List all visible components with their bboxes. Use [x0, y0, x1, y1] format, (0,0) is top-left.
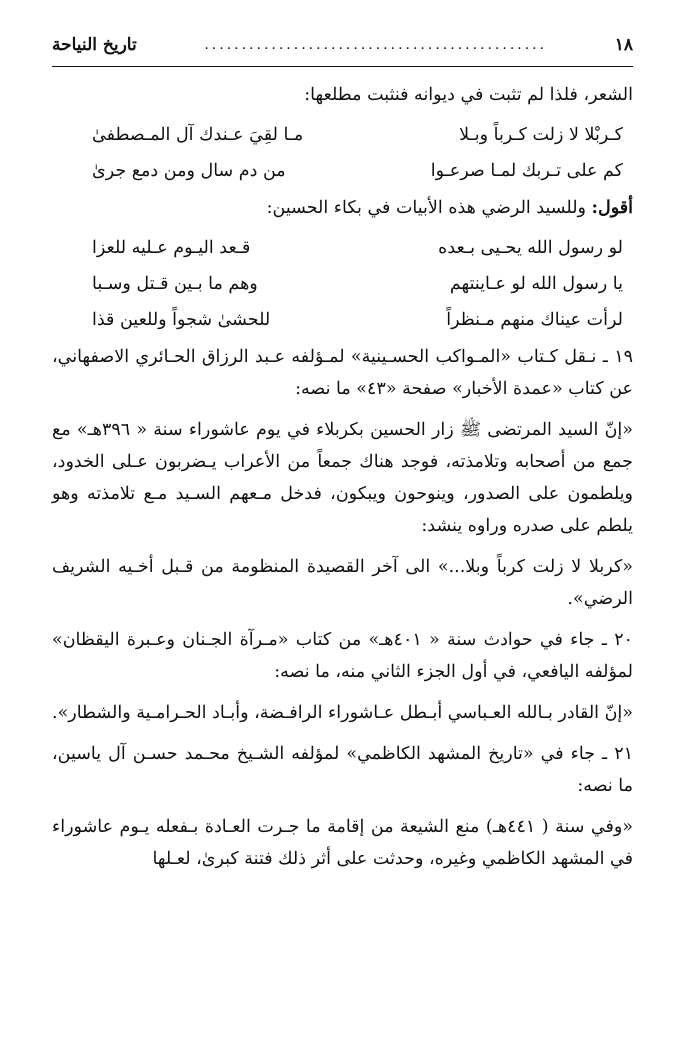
page-header	[52, 32, 633, 58]
verse-hemistich-right: لو رسول الله يحـيى بـعده	[438, 238, 623, 258]
verse-line	[52, 305, 633, 341]
verse-hemistich-left: من دم سال ومن دمع جرىٰ	[92, 161, 286, 181]
verse-hemistich-left: قـعد اليـوم عـليه للعزا	[92, 238, 251, 258]
verse-hemistich-right: لرأت عيناك منهم مـنظراً	[446, 310, 623, 330]
quote-20: «إنّ القادر بـالله العـباسي أبـطل عـاشوراء الرافـضة، وأبـاد الحـرامـية والشطار».	[52, 703, 633, 723]
page-number: ١٨	[614, 35, 633, 55]
running-title: تاريخ النياحة	[52, 35, 137, 55]
aqool-label: أقول:	[591, 198, 633, 218]
verse-line	[52, 269, 633, 305]
paragraph-20: ٢٠ ـ جاء في حوادث سنة « ٤٠١هـ» من كتاب «مـرآة الجـنان وعـبرة اليقظان» لمؤلفه اليافعي، في أول الجزء الثاني منه، ما نصه:	[52, 630, 634, 682]
intro-paragraph: الشعر، فلذا لم تثبت في ديوانه فنثبت مطلعها:	[304, 85, 633, 105]
verse-line	[52, 120, 633, 156]
paragraph-19: ١٩ ـ نـقل كـتاب «المـواكب الحسـينية» لمـؤلفه عـبد الرزاق الحـائري الاصفهاني، عن كتاب «عمدة الأخبار» صفحة «٤٣» ما نصه:	[52, 347, 633, 399]
verse-hemistich-left: للحشىٰ شجواً وللعين قذا	[92, 310, 271, 330]
header-rule	[52, 66, 633, 67]
aqool-text: وللسيد الرضي هذه الأبيات في بكاء الحسين:	[266, 198, 592, 218]
verse-hemistich-right: كم على تـربك لمـا صرعـوا	[430, 161, 623, 181]
aqool-paragraph	[52, 192, 633, 224]
quote-21: «وفي سنة ( ٤٤١هـ) منع الشيعة من إقامة ما جـرت العـادة بـفعله يـوم عاشوراء في المشهد الكاظمي وغيره، وحدثت على أثر ذلك فتنة كبرىٰ، لعـلها	[52, 817, 634, 869]
verse-hemistich-right: كـربْلا لا زلت كـرباً وبـلا	[459, 125, 623, 145]
verse-line	[52, 156, 633, 192]
page-body	[52, 79, 633, 875]
quote-19-continued: «كربلا لا زلت كرباً وبلا...» الى آخر القصيدة المنظومة من قـبل أخـيه الشريف الرضي».	[52, 557, 633, 609]
quote-19: «إنّ السيد المرتضى ﷺ زار الحسين بكربلاء في يوم عاشوراء سنة « ٣٩٦هـ» مع جمع من أصحابه وتلامذته، فوجد هناك جمعاً من الأعراب يـضربون عـلى الخدود، ويلطمون على الصدور، وينوحون ويبكون، فدخل مـعهم السـيد مـع تلامذته وهو يلطم على صدره وراوه ينشد:	[52, 420, 633, 536]
verse-hemistich-left: مـا لقِيَ عـندك آل المـصطفىٰ	[92, 125, 304, 145]
verse-hemistich-right: يا رسول الله لو عـاينتهم	[449, 274, 623, 294]
verse-line	[52, 233, 633, 269]
header-leader-dots: ..............................................	[204, 37, 548, 53]
paragraph-21: ٢١ ـ جاء في «تاريخ المشهد الكاظمي» لمؤلفه الشـيخ محـمد حسـن آل ياسين، ما نصه:	[52, 744, 633, 796]
verse-hemistich-left: وهم ما بـين قـتل وسـبا	[92, 274, 258, 294]
